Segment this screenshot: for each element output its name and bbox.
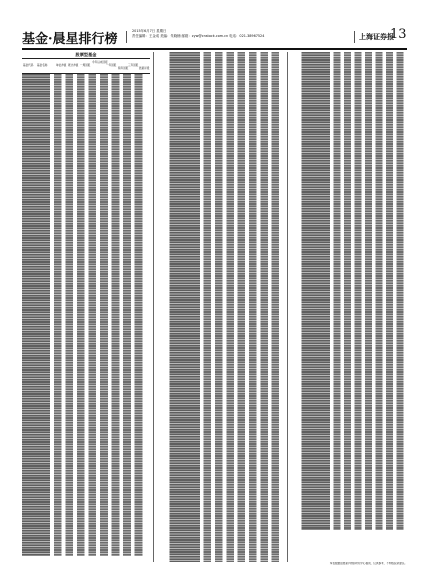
header-code: 基金代码	[23, 64, 34, 67]
header-rating: 晨星评级	[139, 67, 150, 70]
masthead	[22, 27, 407, 47]
footer-note: 本表数据由晨星(中国)研究中心提供，仅供参考，不构成投资建议。	[329, 562, 407, 565]
header-name: 基金名称	[37, 64, 48, 67]
column-rule	[153, 52, 154, 562]
issue-info	[132, 29, 342, 39]
column-3	[290, 52, 407, 562]
masthead-divider	[126, 31, 127, 43]
header-1y-return: 一年回报	[106, 64, 117, 67]
table-header	[22, 58, 150, 74]
header-2y-return: 两年回报	[118, 67, 129, 70]
fund-rows	[157, 52, 283, 562]
table-title: 股票型基金	[75, 52, 97, 57]
masthead-divider	[354, 31, 355, 43]
fund-rows	[290, 52, 407, 530]
masthead-rule	[22, 48, 407, 50]
editor-contact: 责任编辑：王金成 美编：朱晓楠 邮箱：zyw@cnstock.com.cn 电话：021-38967524	[132, 34, 265, 38]
page-number: 13	[390, 27, 407, 42]
header-3y-return: 三年回报	[128, 64, 139, 67]
paper-name: 上海证券报	[359, 32, 394, 41]
header-acc-nav: 累计净值	[68, 64, 79, 67]
section-title: 基金·晨星排行榜	[22, 32, 118, 47]
column-1	[22, 52, 150, 562]
column-2	[157, 52, 283, 562]
column-rule	[287, 52, 288, 562]
header-nav: 单位净值	[56, 64, 67, 67]
fund-rows	[22, 74, 150, 556]
header-week-return: 一周回报	[80, 64, 91, 67]
issue-date: 2015年6月7日 星期日	[132, 29, 167, 33]
header-ytd-return: 今年以来回报	[92, 61, 108, 64]
